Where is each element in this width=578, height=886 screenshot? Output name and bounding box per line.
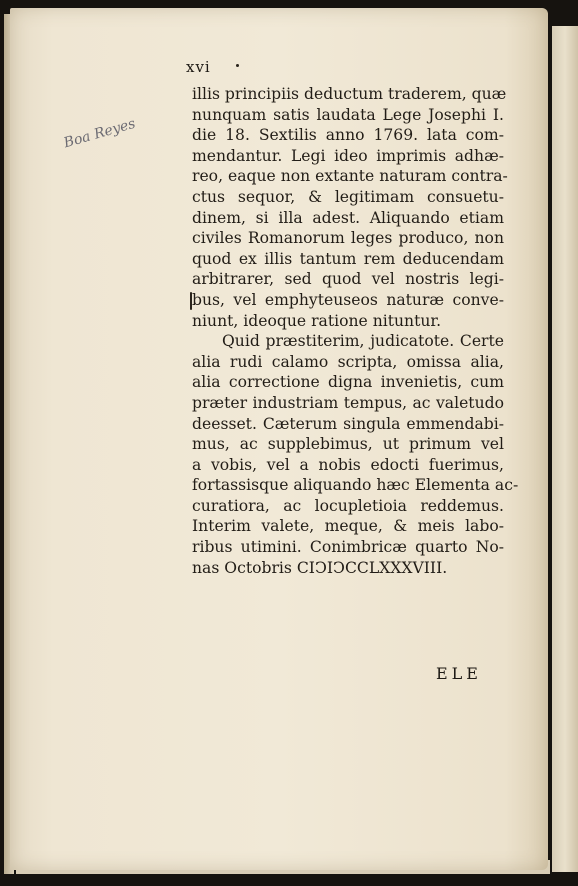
text-line: a vobis, vel a nobis edocti fuerimus, (192, 455, 504, 474)
ink-speck (236, 64, 239, 67)
text-line: mus, ac supplebimus, ut primum vel (192, 435, 504, 454)
text-line: deesset. Cæterum singula emmendabi- (192, 414, 504, 433)
text-line: mendantur. Legi ideo imprimis adhæ- (192, 146, 504, 165)
text-line: nunquam satis laudata Lege Josephi I. (192, 105, 504, 124)
text-line: bus, vel emphyteuseos naturæ conve- (192, 290, 504, 309)
text-line: præter industriam tempus, ac valetudo (192, 393, 504, 412)
handwritten-marginalia: Boa Reyes (62, 115, 138, 152)
text-line: nas Octobris CIↃIↃCCLXXXVIII. (192, 558, 448, 577)
text-line: Interim valete, meque, & meis labo- (192, 517, 504, 536)
next-page-edge (552, 26, 578, 872)
text-line: illis principiis deductum traderem, quæ (192, 85, 507, 103)
text-line: fortassisque aliquando hæc Elementa ac- (192, 476, 519, 495)
text-line: alia rudi calamo scripta, omissa alia, (192, 352, 504, 371)
catchword: ELE (436, 664, 482, 683)
text-line: ctus sequor, & legitimam consuetu- (192, 187, 504, 206)
text-line: arbitrarer, sed quod vel nostris legi- (192, 270, 504, 289)
text-line: curatiora, ac locupletioia reddemus. (192, 496, 504, 515)
text-line: Quid præstiterim, judicatote. Certe (222, 332, 504, 351)
text-line: quod ex illis tantum rem deducendam (192, 249, 504, 268)
text-line: alia correctione digna invenietis, cum (192, 373, 504, 392)
page-number-header: xvi (186, 58, 211, 76)
text-line: reo, eaque non extante naturam contra- (192, 167, 508, 186)
text-line: dinem, si illa adest. Aliquando etiam (192, 208, 504, 227)
ink-mark (190, 292, 192, 310)
text-line: die 18. Sextilis anno 1769. lata com- (192, 126, 504, 145)
text-line: ribus utimini. Conimbricæ quarto No- (192, 538, 504, 557)
text-line: niunt, ideoque ratione nituntur. (192, 311, 442, 330)
body-text (192, 84, 519, 578)
text-line: civiles Romanorum leges produco, non (192, 229, 504, 248)
